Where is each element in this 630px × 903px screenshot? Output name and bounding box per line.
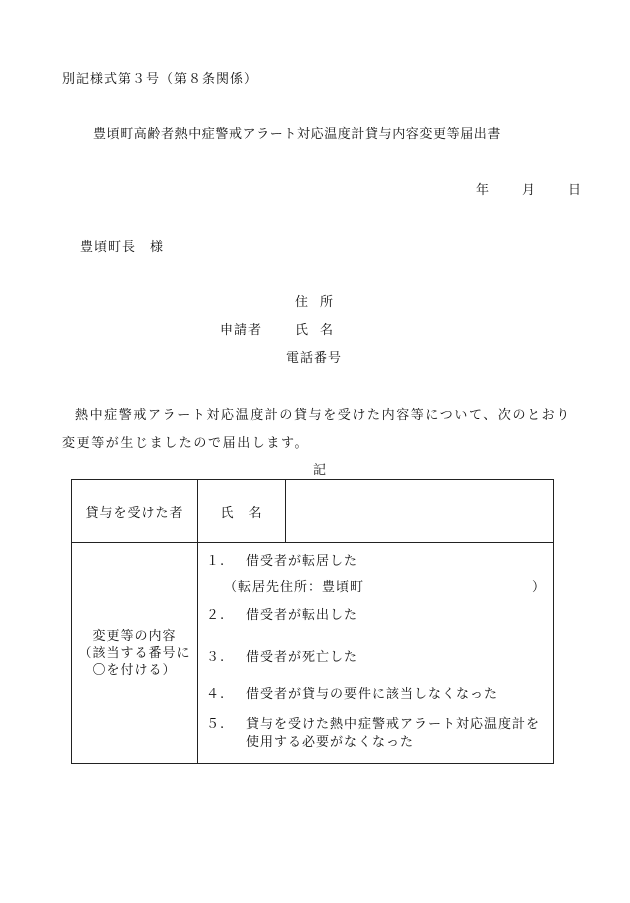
option-number: ５. xyxy=(206,717,226,732)
applicant-label: 申請者 xyxy=(220,323,263,338)
detail-table xyxy=(71,479,554,764)
recipient-header-cell xyxy=(72,480,198,543)
option-number: ４. xyxy=(206,687,226,702)
recipient-name-field[interactable] xyxy=(286,480,554,543)
change-option-5-continued xyxy=(206,731,414,750)
applicant-phone-label: 電話番号 xyxy=(286,351,343,366)
option-text: （転居先住所：豊頃町 ） xyxy=(224,580,547,595)
applicant-address-label: 住所 xyxy=(295,295,346,310)
addressee: 豊頃町長 様 xyxy=(80,240,165,255)
option-text: 使用する必要がなくなった xyxy=(246,735,415,750)
change-items-cell xyxy=(198,543,554,764)
change-option-5[interactable] xyxy=(206,713,540,732)
change-header-line1: 変更等の内容 xyxy=(92,628,177,644)
table-row xyxy=(72,543,554,764)
change-option-1[interactable] xyxy=(206,550,358,569)
date-year-label: 年 xyxy=(476,183,491,198)
option-number: ３. xyxy=(206,650,226,665)
option-text: 貸与を受けた熱中症警戒アラート対応温度計を xyxy=(246,717,541,732)
option-text: 借受者が死亡した xyxy=(246,650,359,665)
option-text: 借受者が貸与の要件に該当しなくなった xyxy=(246,687,499,702)
form-number: 別記様式第３号（第８条関係） xyxy=(62,72,259,87)
body-paragraph: 熱中症警戒アラート対応温度計の貸与を受けた内容等について、次のとおり変更等が生じましたので届出します。 xyxy=(62,408,571,451)
change-option-2[interactable] xyxy=(206,604,358,623)
date-month-label: 月 xyxy=(522,183,537,198)
option-text: 借受者が転出した xyxy=(246,608,359,623)
applicant-name-label: 氏名 xyxy=(295,323,346,338)
option-number: ２. xyxy=(206,608,226,623)
change-header-line3: 〇を付ける） xyxy=(92,662,177,678)
date-day-label: 日 xyxy=(568,183,583,198)
change-option-3[interactable] xyxy=(206,646,358,665)
change-option-4[interactable] xyxy=(206,683,498,702)
option-text: 借受者が転居した xyxy=(246,554,359,569)
recipient-name-label: 氏 名 xyxy=(220,505,263,521)
option-number: １. xyxy=(206,554,226,569)
change-option-1-address[interactable] xyxy=(224,576,546,595)
change-header-line2: （該当する番号に xyxy=(78,645,191,661)
document-title: 豊頃町高齢者熱中症警戒アラート対応温度計貸与内容変更等届出書 xyxy=(93,127,502,142)
recipient-header: 貸与を受けた者 xyxy=(85,505,184,521)
name-label-cell xyxy=(198,480,286,543)
change-header-cell xyxy=(72,543,198,764)
ki-heading: 記 xyxy=(313,463,328,478)
table-row xyxy=(72,480,554,543)
